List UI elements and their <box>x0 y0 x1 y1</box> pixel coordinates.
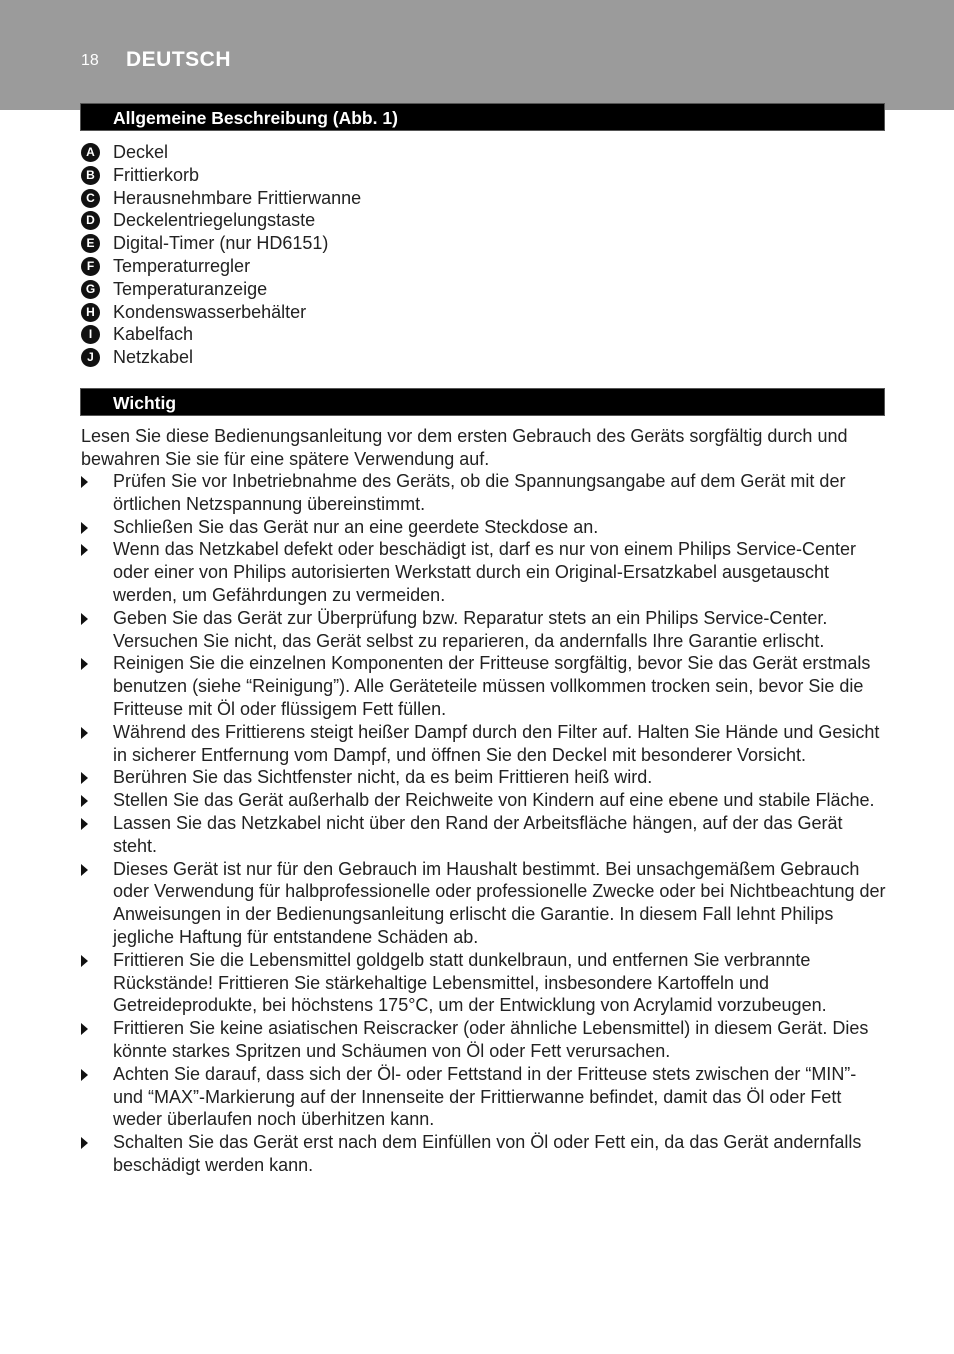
warning-text: Dieses Gerät ist nur für den Gebrauch im Haushalt bestimmt. Bei unsachgemäßem Gebrauch oder Verwendung für halbprofessionelle oder professionelle Zwecke oder bei Nichtbeachtung der Anweisungen in der Bedienungsanleitung erlischt die Garantie. In diesem Fall lehnt Philips jegliche Haftung für entstandene Schäden ab. <box>113 858 886 947</box>
warning-item <box>81 1017 889 1063</box>
bullet-arrow-icon <box>81 476 88 488</box>
warning-item <box>81 516 889 539</box>
page-header <box>0 0 954 110</box>
page-number: 18 <box>81 52 99 69</box>
part-letter-badge: B <box>81 166 100 185</box>
warning-item <box>81 470 889 516</box>
bullet-arrow-icon <box>81 818 88 830</box>
part-letter-badge: J <box>81 348 100 367</box>
intro-paragraph: Lesen Sie diese Bedienungsanleitung vor dem ersten Gebrauch des Geräts sorgfältig durch und bewahren Sie sie für eine spätere Verwendung auf. <box>81 426 848 469</box>
bullet-arrow-icon <box>81 522 88 534</box>
bullet-arrow-icon <box>81 613 88 625</box>
warning-item <box>81 812 889 858</box>
part-letter-badge: D <box>81 211 100 230</box>
warning-text: Lassen Sie das Netzkabel nicht über den Rand der Arbeitsfläche hängen, auf der das Gerät steht. <box>113 812 843 856</box>
warning-item <box>81 766 889 789</box>
bullet-arrow-icon <box>81 1023 88 1035</box>
part-label: Herausnehmbare Frittierwanne <box>113 187 362 208</box>
part-label: Temperaturregler <box>113 255 251 276</box>
bullet-arrow-icon <box>81 1069 88 1081</box>
section-header-description <box>80 103 885 131</box>
section-title-important: Wichtig <box>113 393 177 413</box>
part-label: Netzkabel <box>113 347 194 368</box>
warning-item <box>81 1131 889 1177</box>
warning-text: Wenn das Netzkabel defekt oder beschädigt ist, darf es nur von einem Philips Service-Center oder einer von Philips autorisierten Werkstatt durch ein Original-Ersatzkabel ausgetauscht werden, um Gefährdungen zu vermeiden. <box>113 539 857 605</box>
warning-text: Schalten Sie das Gerät erst nach dem Einfüllen von Öl oder Fett ein, da das Gerät andernfalls beschädigt werden kann. <box>113 1132 862 1175</box>
part-label: Deckel <box>113 142 169 162</box>
warning-text: Geben Sie das Gerät zur Überprüfung bzw. Reparatur stets an ein Philips Service-Center. Versuchen Sie nicht, das Gerät selbst zu reparieren, da andernfalls Ihre Garantie erlischt. <box>113 607 828 651</box>
part-letter-badge: F <box>81 257 100 276</box>
warning-text: Schließen Sie das Gerät nur an eine geerdete Steckdose an. <box>113 516 599 537</box>
warning-item <box>81 949 889 1017</box>
warning-item <box>81 1063 889 1131</box>
part-letter-badge: C <box>81 189 100 208</box>
warning-text: Stellen Sie das Gerät außerhalb der Reichweite von Kindern auf eine ebene und stabile Fläche. <box>113 790 875 811</box>
language-title: DEUTSCH <box>126 48 232 71</box>
bullet-arrow-icon <box>81 795 88 807</box>
bullet-arrow-icon <box>81 544 88 556</box>
part-label: Temperaturanzeige <box>113 278 268 299</box>
bullet-arrow-icon <box>81 1137 88 1149</box>
part-letter-badge: H <box>81 303 100 322</box>
warning-item <box>81 789 889 812</box>
part-label: Kondenswasserbehälter <box>113 301 307 322</box>
part-letter-badge: I <box>81 325 100 344</box>
part-label: Digital-Timer (nur HD6151) <box>113 233 329 254</box>
warning-item <box>81 538 889 606</box>
bullet-arrow-icon <box>81 658 88 670</box>
warning-text: Achten Sie darauf, dass sich der Öl- oder Fettstand in der Fritteuse stets zwischen der “MIN”- und “MAX”-Markierung auf der Innenseite der Frittierwanne befindet, damit das Öl oder Fett weder überlaufen noch überhitzen kann. <box>113 1063 857 1130</box>
bullet-arrow-icon <box>81 864 88 876</box>
warning-text: Berühren Sie das Sichtfenster nicht, da es beim Frittieren heiß wird. <box>113 767 653 788</box>
warning-text: Während des Frittierens steigt heißer Dampf durch den Filter auf. Halten Sie Hände und Gesicht in sicherer Entfernung vom Dampf, und öffnen Sie den Deckel mit besonderer Vorsicht. <box>113 721 880 765</box>
part-label: Deckelentriegelungstaste <box>113 210 316 231</box>
warning-text: Frittieren Sie keine asiatischen Reiscracker (oder ähnliche Lebensmittel) in diesem Gerät. Dies könnte starkes Spritzen und Schäumen von Öl oder Fett verursachen. <box>113 1018 869 1061</box>
bullet-arrow-icon <box>81 727 88 739</box>
section-header-important <box>80 388 885 416</box>
warning-item <box>81 607 889 653</box>
warnings-list <box>81 470 889 1177</box>
part-letter-badge: G <box>81 280 100 299</box>
warning-item <box>81 858 889 949</box>
warning-text: Frittieren Sie die Lebensmittel goldgelb statt dunkelbraun, und entfernen Sie verbrannte Rückstände! Frittieren Sie stärkehaltige Lebensmittel, insbesondere Kartoffeln und Getreideprodukte, bei höchstens 175°C, um der Entwicklung von Acrylamid vorzubeugen. <box>113 949 827 1016</box>
bullet-arrow-icon <box>81 772 88 784</box>
warning-text: Prüfen Sie vor Inbetriebnahme des Geräts, ob die Spannungsangabe auf dem Gerät mit der örtlichen Netzspannung übereinstimmt. <box>113 471 846 514</box>
bullet-arrow-icon <box>81 955 88 967</box>
warning-item <box>81 721 889 767</box>
warning-item <box>81 652 889 720</box>
section-title-description: Allgemeine Beschreibung (Abb. 1) <box>113 108 398 128</box>
part-letter-badge: E <box>81 234 100 253</box>
part-label: Frittierkorb <box>113 164 200 185</box>
warning-text: Reinigen Sie die einzelnen Komponenten der Fritteuse sorgfältig, bevor Sie das Gerät erstmals benutzen (siehe “Reinigung”). Alle Geräteteile müssen vollkommen trocken sein, bevor Sie die Fritteuse mit Öl oder flüssigem Fett füllen. <box>113 653 871 719</box>
part-letter-badge: A <box>81 143 100 162</box>
part-label: Kabelfach <box>113 324 194 345</box>
